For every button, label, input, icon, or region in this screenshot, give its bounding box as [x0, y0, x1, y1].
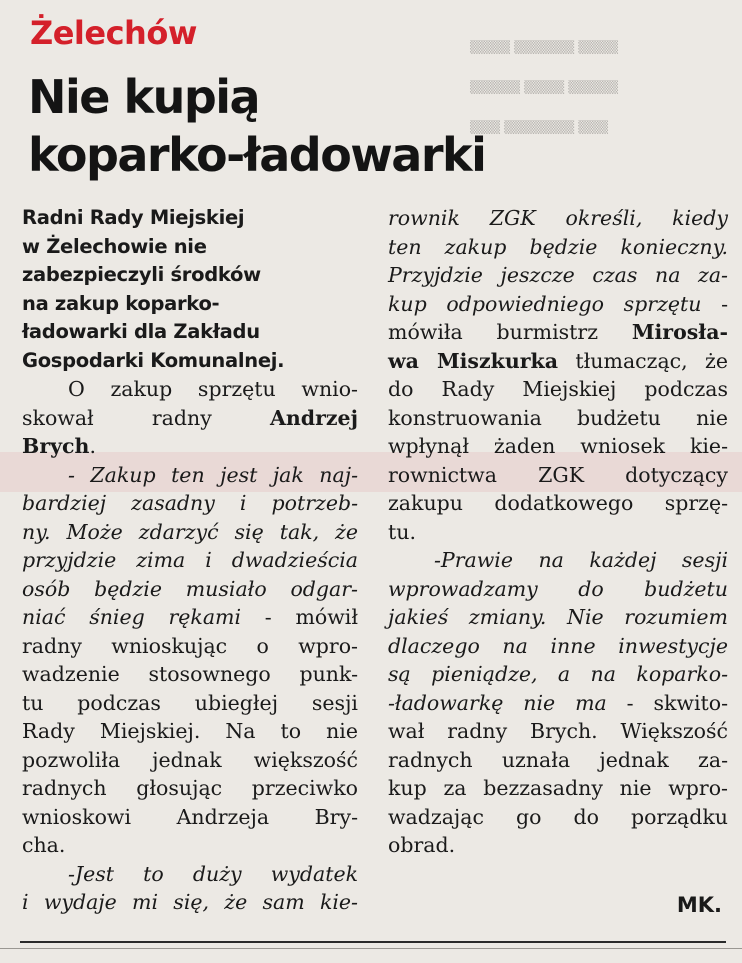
body-line	[388, 318, 728, 347]
quote-line: bardziej zasadny i potrzeb-	[22, 491, 358, 515]
quote-line: -Prawie na każdej sesji	[434, 548, 728, 572]
body-text: - mówił	[241, 605, 358, 629]
body-line: wpłynął żaden wniosek kie-	[388, 434, 728, 458]
body-text: -	[701, 291, 728, 316]
quote-line: Przyjdzie jeszcze czas na za-	[388, 263, 728, 287]
quote-line: i wydaje mi się, że sam kie-	[22, 890, 358, 914]
body-line: wadzenie stosownego punk-	[22, 662, 358, 686]
body-line	[22, 603, 358, 632]
body-line	[22, 404, 358, 433]
lead-line: na zakup koparko-	[22, 291, 220, 315]
bleed-through-text: ▒▒▒▒▒ ▒▒▒▒ ▒▒▒▒▒	[470, 80, 619, 95]
body-line: rownictwa ZGK dotyczący	[388, 462, 728, 487]
quote-line: dlaczego na inne inwestycje	[388, 633, 728, 658]
divider	[20, 941, 726, 943]
section-kicker: Żelechów	[30, 14, 197, 52]
body-line: pozwoliła jednak większość	[22, 747, 358, 772]
quote-line: osób będzie musiało odgar-	[22, 576, 358, 601]
paragraph-2	[22, 461, 358, 860]
headline	[28, 68, 485, 184]
body-line: obrad.	[388, 833, 456, 857]
quote-line: jakieś zmiany. Nie rozumiem	[388, 605, 728, 629]
quote-text: -ładowarkę nie ma	[388, 690, 607, 715]
body-line	[388, 689, 728, 718]
body-line: zakupu dodatkowego sprzę-	[388, 491, 728, 515]
person-name: wa Miszkurka	[388, 348, 559, 373]
paragraph-4	[388, 204, 728, 546]
lead-line: Gospodarki Komunalnej.	[22, 348, 285, 372]
divider	[0, 948, 742, 949]
quote-text: niać śnieg rękami	[22, 605, 242, 629]
body-text: - skwito-	[606, 690, 729, 715]
body-line: radny wnioskując o wpro-	[22, 633, 358, 658]
body-text: .	[89, 434, 96, 458]
paragraph-3	[22, 860, 358, 917]
author-signature: MK.	[676, 893, 722, 917]
lead-line: zabezpieczyli środków	[22, 263, 261, 286]
body-text: mówiła burmistrz	[388, 320, 599, 344]
body-line: do Rady Miejskiej podczas	[388, 377, 728, 401]
lead-line: ładowarki dla Zakładu	[22, 320, 260, 343]
body-line: konstruowania budżetu nie	[388, 405, 728, 430]
headline-line: koparko-ładowarki	[28, 128, 486, 182]
quote-line: rownik ZGK określi, kiedy	[388, 206, 728, 230]
body-text: skował radny	[22, 405, 212, 430]
quote-line: ny. Może zdarzyć się tak, że	[22, 519, 358, 544]
quote-text: kup odpowiedniego sprzętu	[388, 291, 702, 316]
lead-paragraph	[22, 204, 358, 375]
body-text: tłumacząc, że	[558, 348, 728, 373]
bleed-through-text: ▒▒▒ ▒▒▒▒▒▒▒ ▒▒▒	[470, 120, 609, 135]
body-line: radnych głosując przeciwko	[22, 776, 358, 800]
body-line: wał radny Brych. Większość	[388, 719, 728, 743]
body-line: Rady Miejskiej. Na to nie	[22, 719, 358, 743]
person-name: Andrzej	[269, 405, 358, 430]
quote-line: - Zakup ten jest jak naj-	[68, 462, 358, 487]
body-line: cha.	[22, 833, 66, 857]
person-name: Mirosła-	[631, 320, 728, 344]
body-line: radnych uznała jednak za-	[388, 747, 728, 772]
paragraph-5	[388, 546, 728, 860]
body-line	[22, 432, 358, 461]
headline-line: Nie kupią	[28, 70, 260, 124]
body-line	[388, 290, 728, 319]
body-line: O zakup sprzętu wnio-	[68, 377, 358, 401]
paragraph-1	[22, 375, 358, 461]
body-line: kup za bezzasadny nie wpro-	[388, 776, 728, 800]
quote-line: ten zakup będzie konieczny.	[388, 234, 728, 259]
body-line	[388, 347, 728, 376]
article-column-2	[388, 204, 728, 860]
body-line: wnioskowi Andrzeja Bry-	[22, 804, 358, 829]
quote-line: są pieniądze, a na koparko-	[388, 662, 728, 686]
quote-line: wprowadzamy do budżetu	[388, 576, 728, 601]
body-line: wadzając go do porządku	[388, 804, 728, 829]
bleed-through-text: ▒▒▒▒ ▒▒▒▒▒▒ ▒▒▒▒	[470, 40, 619, 55]
lead-line: w Żelechowie nie	[22, 234, 207, 258]
quote-line: -Jest to duży wydatek	[68, 861, 358, 886]
body-line: tu podczas ubiegłej sesji	[22, 690, 358, 715]
quote-line: przyjdzie zima i dwadzieścia	[22, 548, 358, 572]
body-line: tu.	[388, 519, 416, 544]
article-column-1	[22, 204, 358, 917]
person-name: Brych	[22, 434, 90, 458]
lead-line: Radni Rady Miejskiej	[22, 206, 245, 229]
